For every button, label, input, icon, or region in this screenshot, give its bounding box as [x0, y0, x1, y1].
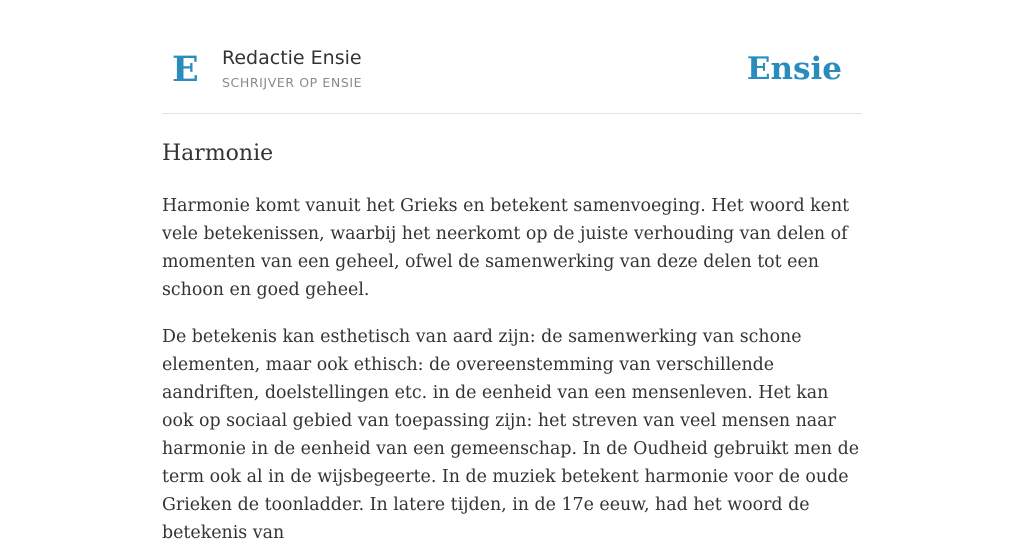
article-title: Harmonie — [162, 141, 274, 166]
article-body — [162, 192, 862, 547]
author-header — [162, 0, 862, 114]
author-role: SCHRIJVER OP ENSIE — [222, 75, 363, 90]
article-card — [162, 0, 862, 547]
author-avatar[interactable]: E — [172, 49, 199, 90]
brand-logo[interactable]: Ensie — [746, 51, 842, 87]
article-paragraph: Harmonie komt vanuit het Grieks en betekent samenvoeging. Het woord kent vele betekenissen, waarbij het neerkomt op de juiste verhouding van delen of momenten van een geheel, ofwel de samenwerking van deze delen tot een schoon en goed geheel. — [162, 196, 850, 300]
author-name[interactable]: Redactie Ensie — [222, 47, 362, 69]
article-paragraph: De betekenis kan esthetisch van aard zijn: de samenwerking van schone elementen, maar ook ethisch: de overeenstemming van verschillende aandriften, doelstellingen etc. in de eenheid van een mensenleven. Het kan ook op sociaal gebied van toepassing zijn: het streven van veel mensen naar harmonie in de eenheid van een gemeenschap. In de Oudheid gebruikt men de term ook al in de wijsbegeerte. In de muziek betekent harmonie voor de oude Grieken de toonladder. In latere tijden, in de 17e eeuw, had het woord de betekenis van — [162, 327, 859, 543]
